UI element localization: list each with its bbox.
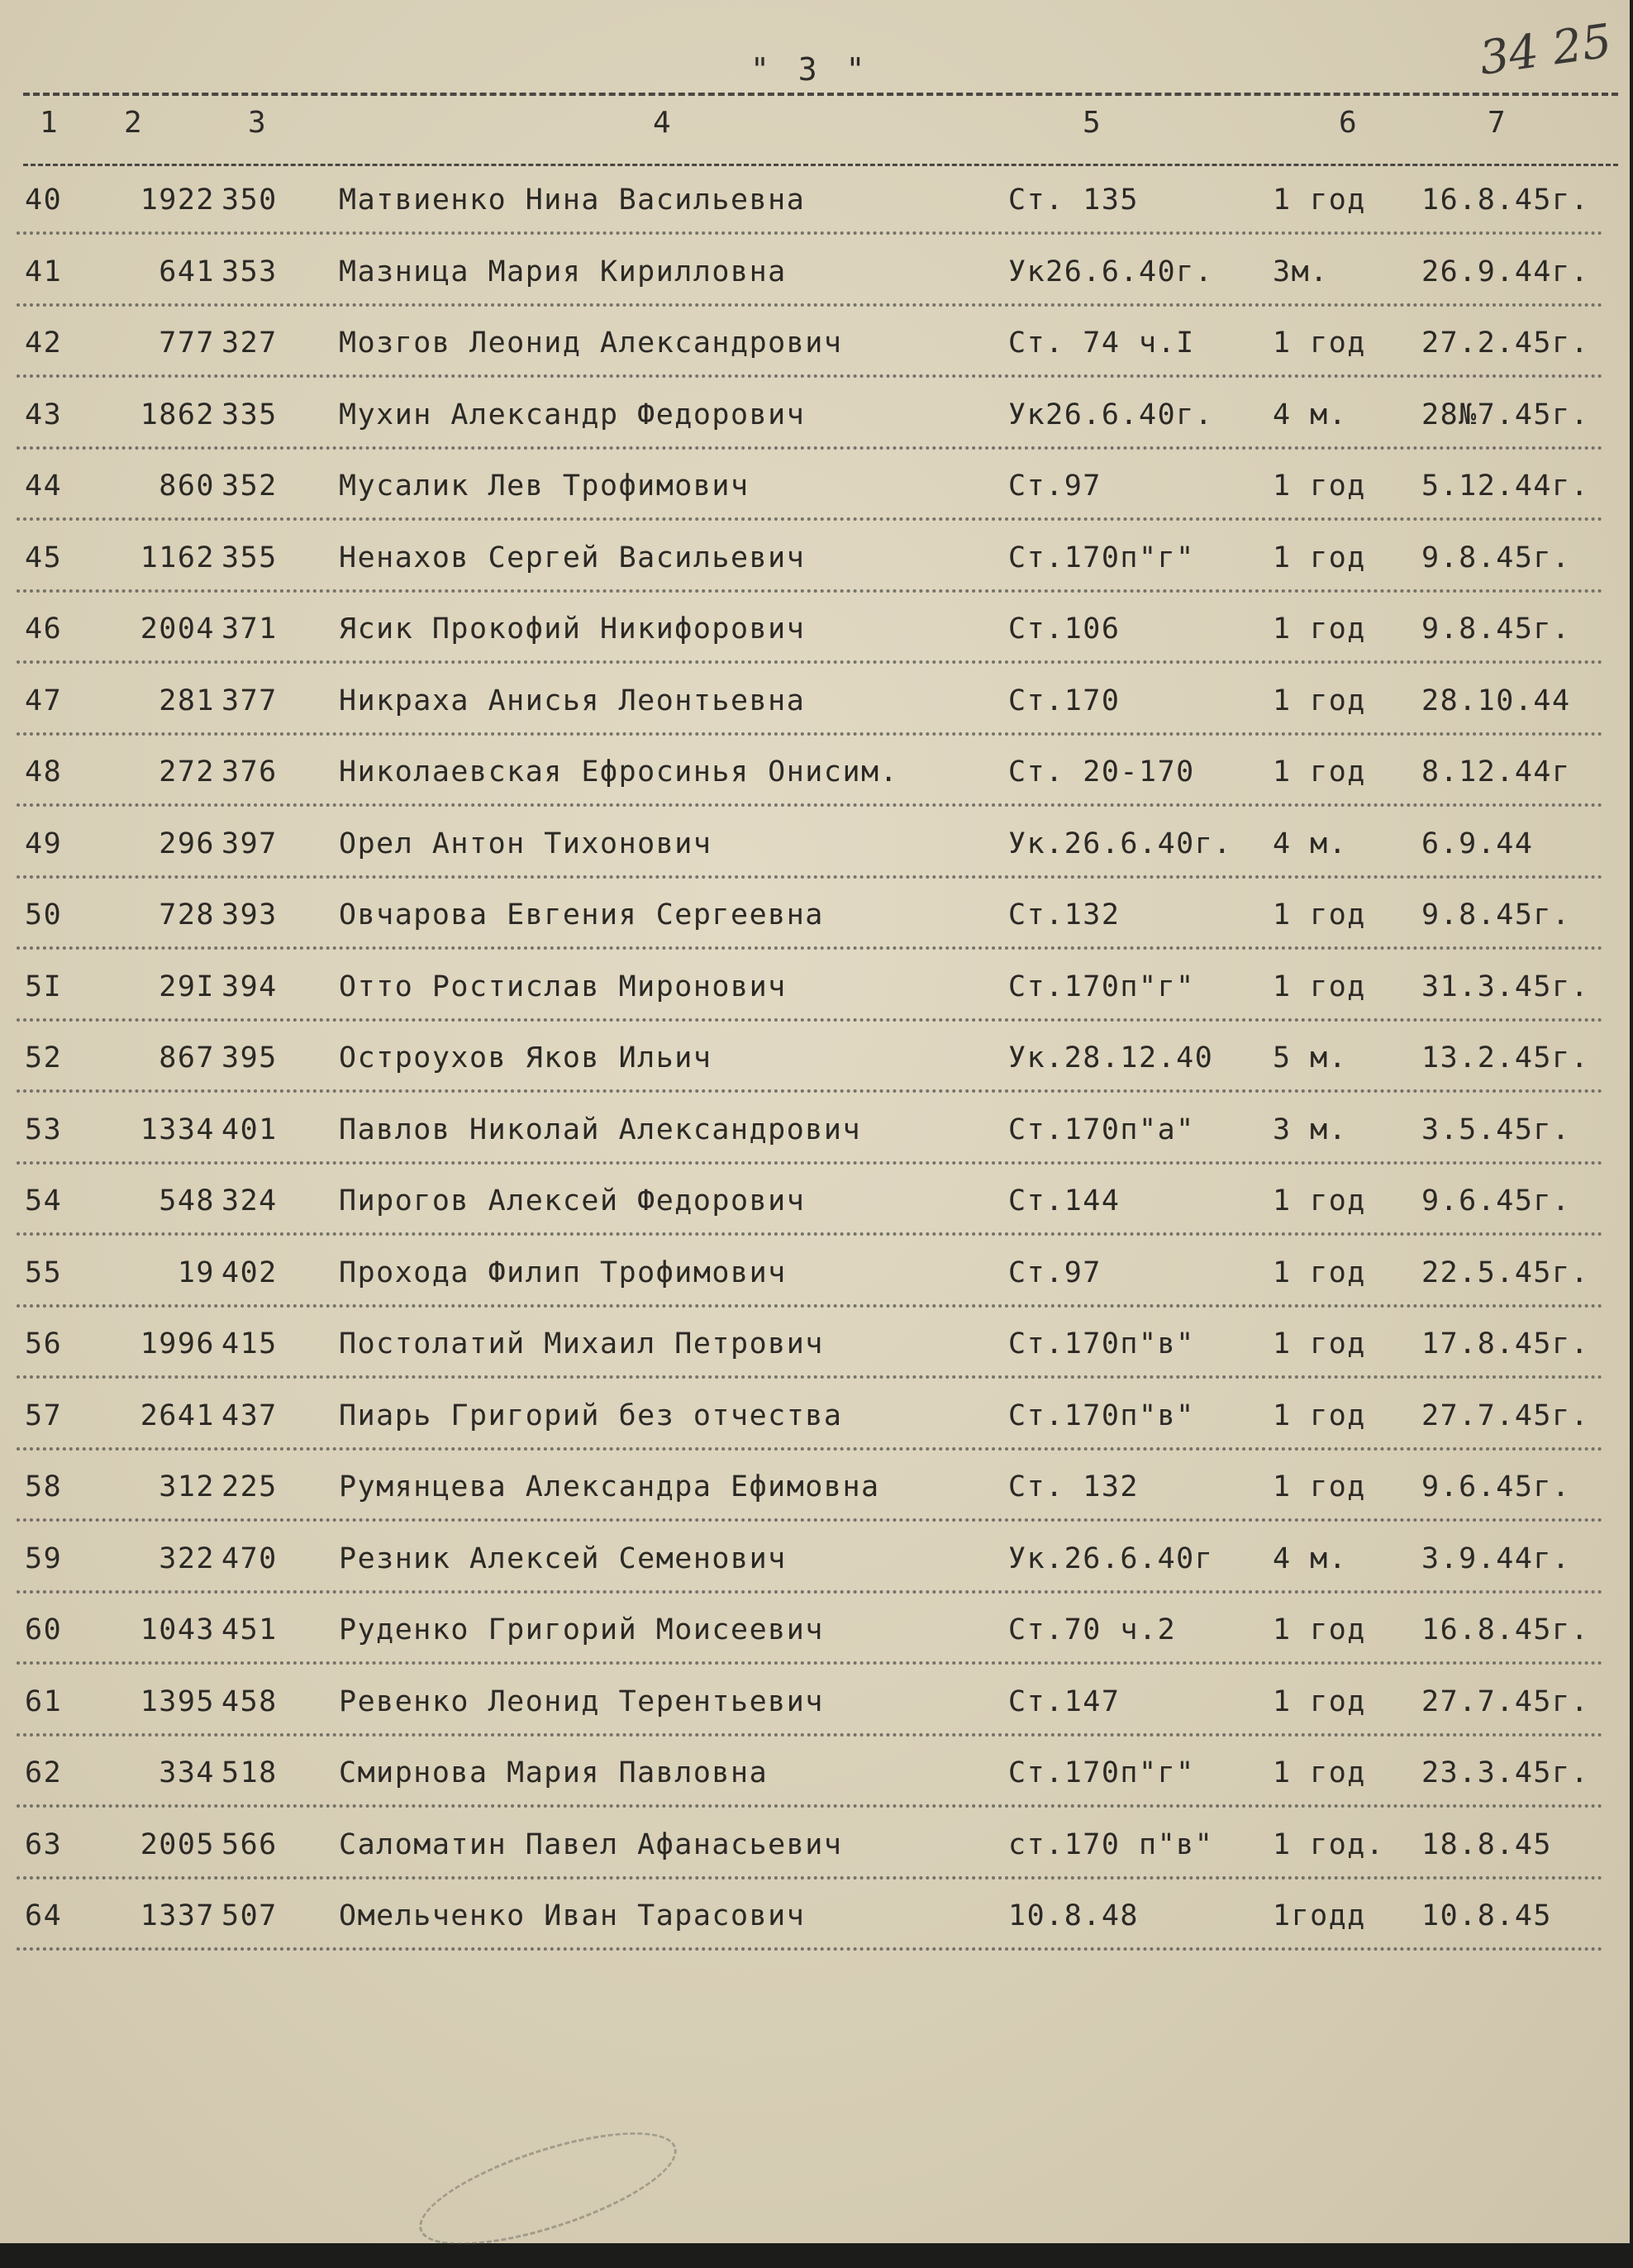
table-row [0,1113,1630,1163]
row-col3: 451 [221,1613,278,1646]
row-article: Ст.132 [1008,898,1121,932]
row-term: 5 м. [1273,1041,1348,1074]
row-name: Омельченко Иван Тарасович [339,1899,806,1932]
row-number: 59 [25,1542,63,1575]
row-name: Пирогов Алексей Федорович [339,1184,806,1217]
row-col2: 860 [159,469,215,503]
dotted-separator [17,1375,1603,1379]
row-article: Ст. 135 [1008,183,1140,217]
row-name: Румянцева Александра Ефимовна [339,1470,880,1503]
header-rule-top [23,93,1618,96]
row-article: Ст.170п"в" [1008,1327,1195,1360]
row-date: 22.5.45г. [1421,1256,1590,1289]
row-term: 1 год [1273,469,1366,503]
row-term: 4 м. [1273,1542,1348,1575]
row-date: 26.9.44г. [1421,255,1590,288]
row-name: Смирнова Мария Павловна [339,1756,769,1789]
row-name: Матвиенко Нина Васильевна [339,183,806,217]
row-col3: 470 [221,1542,278,1575]
row-number: 53 [25,1113,63,1146]
row-article: Ст.170п"г" [1008,541,1195,574]
dotted-separator [17,446,1603,450]
row-number: 49 [25,827,63,860]
row-date: 17.8.45г. [1421,1327,1590,1360]
row-col2: 334 [159,1756,215,1789]
column-header-1: 1 [40,106,58,140]
row-col2: 312 [159,1470,215,1503]
table-row [0,1685,1630,1735]
table-row [0,684,1630,734]
column-header-6: 6 [1339,106,1357,140]
row-col2: 1043 [140,1613,215,1646]
table-row [0,970,1630,1020]
row-term: 4 м. [1273,398,1348,431]
row-col2: 19 [177,1256,215,1289]
row-date: 27.7.45г. [1421,1685,1590,1718]
row-term: 1 год. [1273,1828,1385,1861]
row-col3: 371 [221,612,278,646]
row-col2: 728 [159,898,215,932]
row-term: 1годд [1273,1899,1366,1932]
table-row [0,469,1630,519]
page-number: " 3 " [750,51,870,88]
scan-edge [1630,0,1633,2243]
row-date: 9.6.45г. [1421,1184,1571,1217]
row-number: 57 [25,1399,63,1432]
table-row [0,1041,1630,1091]
table-row [0,1184,1630,1234]
row-col2: 281 [159,684,215,717]
row-number: 60 [25,1613,63,1646]
row-date: 18.8.45 [1421,1828,1553,1861]
row-article: Ст.170п"г" [1008,970,1195,1003]
dotted-separator [17,1733,1603,1737]
row-name: Павлов Николай Александрович [339,1113,862,1146]
row-term: 1 год [1273,970,1366,1003]
row-article: ст.170 п"в" [1008,1828,1214,1861]
table-row [0,1399,1630,1449]
row-article: Ст.97 [1008,469,1102,503]
row-number: 64 [25,1899,63,1932]
table-row [0,1327,1630,1377]
row-name: Отто Ростислав Миронович [339,970,787,1003]
row-col3: 376 [221,755,278,789]
row-name: Ясик Прокофий Никифорович [339,612,806,646]
row-article: Ук.26.6.40г [1008,1542,1214,1575]
row-date: 27.7.45г. [1421,1399,1590,1432]
row-term: 1 год [1273,755,1366,789]
row-term: 1 год [1273,1613,1366,1646]
row-number: 40 [25,183,63,217]
row-number: 61 [25,1685,63,1718]
row-col3: 397 [221,827,278,860]
row-col2: 777 [159,326,215,360]
dotted-separator [17,1947,1603,1951]
row-date: 16.8.45г. [1421,1613,1590,1646]
column-header-4: 4 [653,106,671,140]
dotted-separator [17,1232,1603,1236]
row-name: Никраха Анисья Леонтьевна [339,684,806,717]
row-term: 1 год [1273,1470,1366,1503]
row-name: Овчарова Евгения Сергеевна [339,898,824,932]
dotted-separator [17,732,1603,736]
row-col3: 566 [221,1828,278,1861]
row-col3: 415 [221,1327,278,1360]
row-date: 6.9.44 [1421,827,1534,860]
table-row [0,755,1630,805]
row-col2: 548 [159,1184,215,1217]
row-article: Ст. 74 ч.I [1008,326,1195,360]
row-term: 1 год [1273,1184,1366,1217]
row-col2: 2004 [140,612,215,646]
row-number: 41 [25,255,63,288]
row-col3: 335 [221,398,278,431]
row-number: 58 [25,1470,63,1503]
column-header-7: 7 [1488,106,1506,140]
row-term: 4 м. [1273,827,1348,860]
row-col3: 437 [221,1399,278,1432]
dotted-separator [17,1518,1603,1522]
row-col2: 2641 [140,1399,215,1432]
row-name: Мозгов Леонид Александрович [339,326,843,360]
row-date: 9.8.45г. [1421,612,1571,646]
row-col3: 507 [221,1899,278,1932]
dotted-separator [17,1018,1603,1022]
row-number: 63 [25,1828,63,1861]
row-term: 1 год [1273,326,1366,360]
row-date: 27.2.45г. [1421,326,1590,360]
row-col3: 225 [221,1470,278,1503]
row-name: Мухин Александр Федорович [339,398,806,431]
row-date: 3.5.45г. [1421,1113,1571,1146]
row-col3: 350 [221,183,278,217]
row-article: Ст.170п"а" [1008,1113,1195,1146]
row-col3: 458 [221,1685,278,1718]
row-article: Ст.170 [1008,684,1121,717]
row-number: 42 [25,326,63,360]
row-article: Ст.106 [1008,612,1121,646]
row-col3: 401 [221,1113,278,1146]
row-article: 10.8.48 [1008,1899,1140,1932]
table-row [0,1256,1630,1306]
row-article: Ук.28.12.40 [1008,1041,1214,1074]
dotted-separator [17,1161,1603,1165]
handwritten-page-mark: 34 25 [1476,14,1616,86]
row-col2: 641 [159,255,215,288]
row-name: Руденко Григорий Моисеевич [339,1613,824,1646]
row-col2: 867 [159,1041,215,1074]
row-col3: 518 [221,1756,278,1789]
dotted-separator [17,1590,1603,1594]
table-row [0,612,1630,662]
row-article: Ст. 132 [1008,1470,1140,1503]
row-date: 23.3.45г. [1421,1756,1590,1789]
row-term: 1 год [1273,1399,1366,1432]
table-row [0,1899,1630,1949]
row-article: Ст.97 [1008,1256,1102,1289]
row-col3: 402 [221,1256,278,1289]
row-col2: 1996 [140,1327,215,1360]
row-article: Ук.26.6.40г. [1008,827,1232,860]
dotted-separator [17,1089,1603,1093]
table-row [0,898,1630,948]
row-number: 54 [25,1184,63,1217]
row-col3: 395 [221,1041,278,1074]
table-row [0,1613,1630,1663]
dotted-separator [17,803,1603,807]
row-date: 13.2.45г. [1421,1041,1590,1074]
row-name: Резник Алексей Семенович [339,1542,787,1575]
row-term: 1 год [1273,183,1366,217]
row-number: 47 [25,684,63,717]
faded-stamp [407,2109,688,2268]
row-number: 48 [25,755,63,789]
row-number: 43 [25,398,63,431]
column-header-2: 2 [124,106,142,140]
dotted-separator [17,1304,1603,1308]
row-col3: 393 [221,898,278,932]
column-header-5: 5 [1083,106,1101,140]
dotted-separator [17,1876,1603,1880]
dotted-separator [17,1804,1603,1808]
row-col3: 352 [221,469,278,503]
row-article: Ст.170п"в" [1008,1399,1195,1432]
row-term: 1 год [1273,612,1366,646]
row-col3: 353 [221,255,278,288]
table-row [0,326,1630,376]
row-article: Ст.70 ч.2 [1008,1613,1177,1646]
row-name: Остроухов Яков Ильич [339,1041,712,1074]
table-row [0,255,1630,305]
row-date: 3.9.44г. [1421,1542,1571,1575]
table-row [0,1828,1630,1878]
dotted-separator [17,1447,1603,1451]
row-col3: 324 [221,1184,278,1217]
row-col2: 1337 [140,1899,215,1932]
dotted-separator [17,589,1603,593]
dotted-separator [17,1661,1603,1665]
row-date: 28.10.44 [1421,684,1571,717]
row-col2: 1395 [140,1685,215,1718]
row-date: 10.8.45 [1421,1899,1553,1932]
row-name: Орел Антон Тихонович [339,827,712,860]
row-col3: 327 [221,326,278,360]
table-row [0,1542,1630,1592]
row-col2: 296 [159,827,215,860]
row-number: 5I [25,970,63,1003]
row-date: 8.12.44г [1421,755,1571,789]
table-row [0,398,1630,448]
row-number: 50 [25,898,63,932]
row-col3: 355 [221,541,278,574]
row-term: 3м. [1273,255,1329,288]
dotted-separator [17,303,1603,307]
row-number: 52 [25,1041,63,1074]
table-row [0,183,1630,233]
row-col2: 1162 [140,541,215,574]
row-number: 62 [25,1756,63,1789]
row-date: 31.3.45г. [1421,970,1590,1003]
table-row [0,1470,1630,1520]
row-term: 1 год [1273,684,1366,717]
row-name: Мусалик Лев Трофимович [339,469,750,503]
row-col2: 29I [159,970,215,1003]
row-article: Ст.170п"г" [1008,1756,1195,1789]
dotted-separator [17,946,1603,950]
row-number: 56 [25,1327,63,1360]
row-date: 9.8.45г. [1421,541,1571,574]
row-col3: 394 [221,970,278,1003]
row-name: Пиарь Григорий без отчества [339,1399,843,1432]
row-term: 1 год [1273,1256,1366,1289]
row-number: 44 [25,469,63,503]
row-col2: 1334 [140,1113,215,1146]
row-name: Прохода Филип Трофимович [339,1256,787,1289]
column-header-3: 3 [248,106,266,140]
row-article: Ст.144 [1008,1184,1121,1217]
dotted-separator [17,374,1603,378]
row-date: 9.6.45г. [1421,1470,1571,1503]
row-article: Ст. 20-170 [1008,755,1195,789]
row-term: 1 год [1273,1756,1366,1789]
row-date: 16.8.45г. [1421,183,1590,217]
table-row [0,827,1630,877]
row-col2: 1862 [140,398,215,431]
row-name: Мазница Мария Кирилловна [339,255,787,288]
row-date: 28№7.45г. [1421,398,1590,431]
row-col2: 1922 [140,183,215,217]
row-number: 45 [25,541,63,574]
row-number: 46 [25,612,63,646]
dotted-separator [17,231,1603,235]
row-col2: 272 [159,755,215,789]
row-article: Ук26.6.40г. [1008,255,1214,288]
table-row [0,1756,1630,1806]
row-name: Саломатин Павел Афанасьевич [339,1828,843,1861]
row-col2: 2005 [140,1828,215,1861]
row-name: Николаевская Ефросинья Онисим. [339,755,899,789]
column-header-row [0,106,1630,147]
row-term: 3 м. [1273,1113,1348,1146]
row-col2: 322 [159,1542,215,1575]
row-term: 1 год [1273,541,1366,574]
row-term: 1 год [1273,898,1366,932]
dotted-separator [17,517,1603,521]
row-article: Ук26.6.40г. [1008,398,1214,431]
table-row [0,541,1630,591]
row-name: Ненахов Сергей Васильевич [339,541,806,574]
row-article: Ст.147 [1008,1685,1121,1718]
row-term: 1 год [1273,1685,1366,1718]
row-name: Постолатий Михаил Петрович [339,1327,824,1360]
row-col3: 377 [221,684,278,717]
row-term: 1 год [1273,1327,1366,1360]
row-date: 5.12.44г. [1421,469,1590,503]
dotted-separator [17,875,1603,879]
row-date: 9.8.45г. [1421,898,1571,932]
dotted-separator [17,660,1603,664]
row-name: Ревенко Леонид Терентьевич [339,1685,824,1718]
row-number: 55 [25,1256,63,1289]
header-rule-bottom [23,164,1618,166]
